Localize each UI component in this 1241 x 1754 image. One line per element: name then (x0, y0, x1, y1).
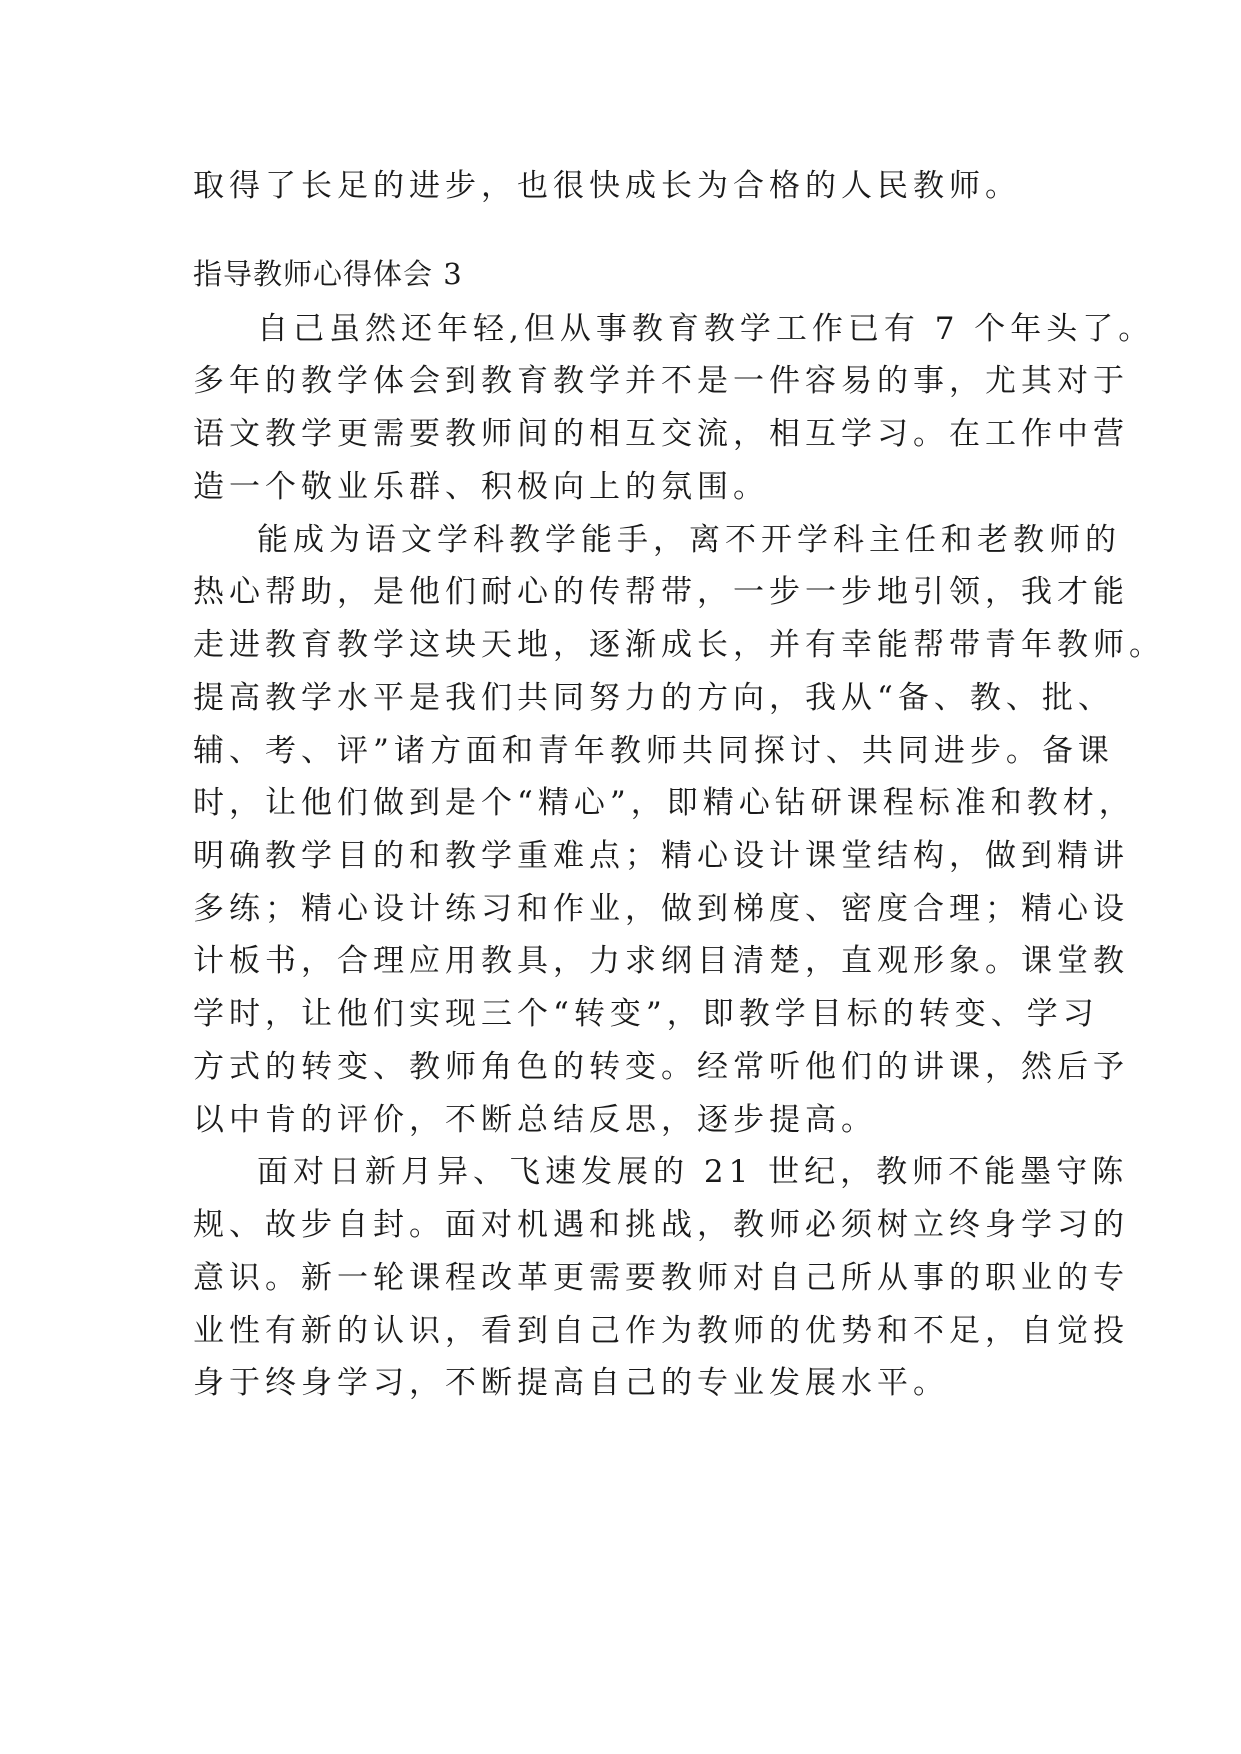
paragraph-line: 走进教育教学这块天地，逐渐成长，并有幸能帮带青年教师。 (193, 627, 1165, 663)
paragraph-line: 造一个敬业乐群、积极向上的氛围。 (193, 469, 769, 505)
paragraph-line: 提高教学水平是我们共同努力的方向，我从“备、教、批、 (193, 680, 1114, 716)
paragraph-line: 自己虽然还年轻,但从事教育教学工作已有 7 个年头了。 (257, 311, 1155, 347)
paragraph-line: 多年的教学体会到教育教学并不是一件容易的事，尤其对于 (193, 363, 1129, 399)
paragraph-line: 辅、考、评”诸方面和青年教师共同探讨、共同进步。备课 (193, 733, 1114, 769)
paragraph-line: 能成为语文学科教学能手，离不开学科主任和老教师的 (257, 522, 1121, 558)
paragraph-line: 热心帮助，是他们耐心的传帮带，一步一步地引领，我才能 (193, 574, 1129, 610)
paragraph-line: 明确教学目的和教学重难点；精心设计课堂结构，做到精讲 (193, 838, 1129, 874)
paragraph-line: 多练；精心设计练习和作业，做到梯度、密度合理；精心设 (193, 891, 1129, 927)
paragraph-line: 意识。新一轮课程改革更需要教师对自己所从事的职业的专 (193, 1260, 1129, 1296)
paragraph-line: 以中肯的评价，不断总结反思，逐步提高。 (193, 1102, 877, 1138)
paragraph-line: 语文教学更需要教师间的相互交流，相互学习。在工作中营 (193, 416, 1129, 452)
paragraph-line: 身于终身学习，不断提高自己的专业发展水平。 (193, 1365, 949, 1401)
paragraph-line: 业性有新的认识，看到自己作为教师的优势和不足，自觉投 (193, 1313, 1129, 1349)
paragraph-line: 规、故步自封。面对机遇和挑战，教师必须树立终身学习的 (193, 1207, 1129, 1243)
paragraph-line: 时，让他们做到是个“精心”，即精心钻研课程标准和教材， (193, 785, 1135, 821)
paragraph-line: 学时，让他们实现三个“转变”，即教学目标的转变、学习 (193, 996, 1099, 1032)
paragraph-line: 方式的转变、教师角色的转变。经常听他们的讲课，然后予 (193, 1049, 1129, 1085)
section-heading: 指导教师心得体会 3 (193, 257, 463, 291)
paragraph-line: 面对日新月异、飞速发展的 21 世纪，教师不能墨守陈 (257, 1154, 1129, 1190)
paragraph-line: 取得了长足的进步，也很快成长为合格的人民教师。 (193, 168, 1021, 204)
paragraph-line: 计板书，合理应用教具，力求纲目清楚，直观形象。课堂教 (193, 943, 1129, 979)
